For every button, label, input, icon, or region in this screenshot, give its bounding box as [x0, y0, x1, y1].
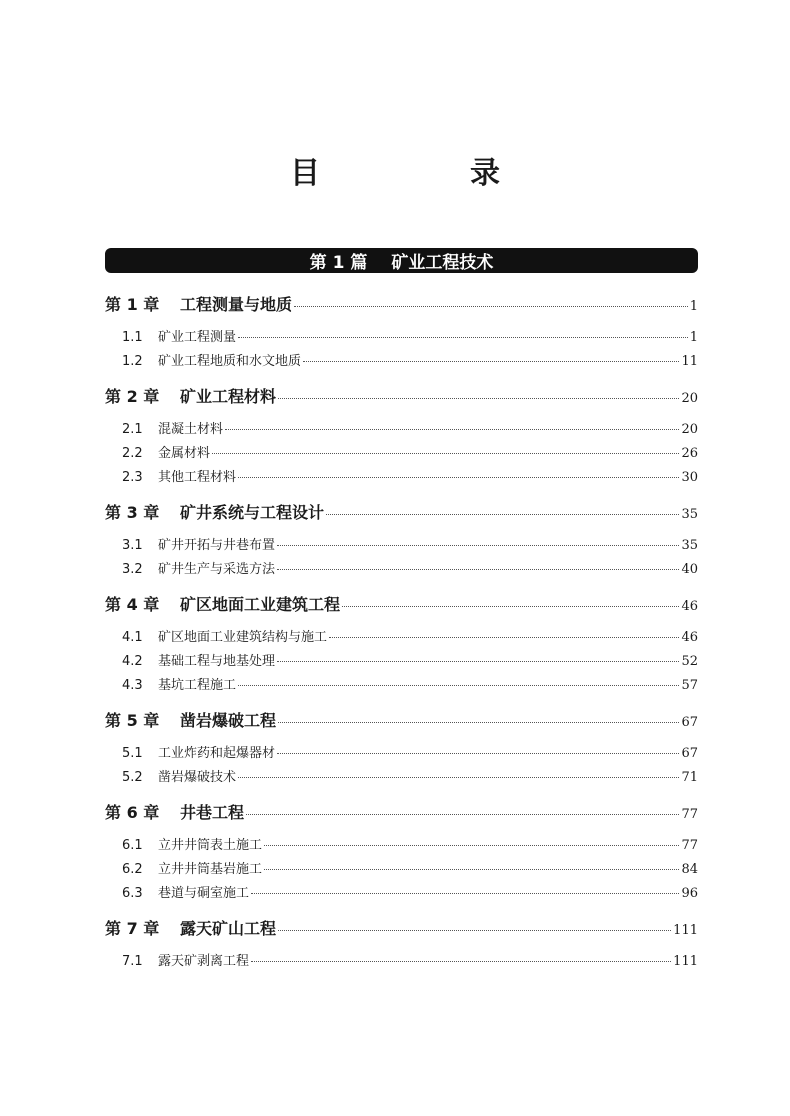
section-page-number: 11 — [681, 354, 698, 369]
section-title: 矿业工程地质和水文地质 — [158, 354, 302, 369]
section-number: 2.3 — [122, 470, 143, 485]
dot-leader — [294, 305, 688, 307]
dot-leader — [251, 960, 671, 962]
part-title: 矿业工程技术 — [391, 253, 494, 273]
section-page-number: 46 — [681, 630, 698, 645]
dot-leader — [212, 452, 679, 454]
section-number: 4.3 — [122, 678, 143, 693]
section-number: 4.2 — [122, 654, 143, 669]
chapter-number: 第 6 章 — [105, 803, 160, 822]
dot-leader — [278, 721, 679, 723]
part-number: 第 1 篇 — [309, 253, 368, 273]
chapter-number: 第 5 章 — [105, 711, 160, 730]
section-title: 凿岩爆破技术 — [158, 770, 237, 785]
dot-leader — [277, 752, 679, 754]
section-title: 混凝土材料 — [158, 422, 224, 437]
section-number: 2.2 — [122, 446, 143, 461]
section-number: 3.1 — [122, 538, 143, 553]
dot-leader — [326, 513, 679, 515]
section-page-number: 20 — [681, 422, 698, 437]
toc-section-row[interactable] — [105, 950, 698, 974]
section-number: 6.1 — [122, 838, 143, 853]
section-page-number: 67 — [681, 746, 698, 761]
dot-leader — [251, 892, 679, 894]
dot-leader — [277, 568, 679, 570]
section-page-number: 35 — [681, 538, 698, 553]
chapter-title: 矿井系统与工程设计 — [180, 503, 325, 522]
section-title: 矿井开拓与井巷布置 — [158, 538, 276, 553]
toc-section-row[interactable] — [105, 626, 698, 650]
toc-section-row[interactable] — [105, 882, 698, 906]
section-number: 2.1 — [122, 422, 143, 437]
section-page-number: 96 — [681, 886, 698, 901]
dot-leader — [225, 428, 679, 430]
chapter-number: 第 4 章 — [105, 595, 160, 614]
section-number: 5.1 — [122, 746, 143, 761]
section-page-number: 71 — [681, 770, 698, 785]
toc-section-row[interactable] — [105, 466, 698, 490]
section-number: 7.1 — [122, 954, 143, 969]
toc-section-row[interactable] — [105, 442, 698, 466]
section-number: 6.3 — [122, 886, 143, 901]
table-of-contents — [105, 292, 698, 974]
dot-leader — [264, 844, 679, 846]
dot-leader — [238, 776, 679, 778]
toc-chapter-row[interactable] — [105, 384, 698, 414]
section-page-number: 30 — [681, 470, 698, 485]
dot-leader — [342, 605, 679, 607]
dot-leader — [278, 929, 671, 931]
toc-section-row[interactable] — [105, 350, 698, 374]
dot-leader — [303, 360, 679, 362]
chapter-title: 矿区地面工业建筑工程 — [180, 595, 341, 614]
section-title: 立井井筒基岩施工 — [158, 862, 263, 877]
section-number: 5.2 — [122, 770, 143, 785]
section-title: 基坑工程施工 — [158, 678, 237, 693]
dot-leader — [264, 868, 679, 870]
toc-section-row[interactable] — [105, 418, 698, 442]
dot-leader — [238, 476, 679, 478]
chapter-page-number: 1 — [689, 299, 698, 314]
dot-leader — [278, 397, 679, 399]
toc-chapter-row[interactable] — [105, 592, 698, 622]
section-title: 立井井筒表土施工 — [158, 838, 263, 853]
toc-chapter-row[interactable] — [105, 916, 698, 946]
dot-leader — [277, 660, 679, 662]
toc-section-row[interactable] — [105, 766, 698, 790]
chapter-page-number: 46 — [681, 599, 698, 614]
section-page-number: 77 — [681, 838, 698, 853]
toc-section-row[interactable] — [105, 674, 698, 698]
chapter-page-number: 67 — [681, 715, 698, 730]
chapter-title: 井巷工程 — [180, 803, 245, 822]
chapter-page-number: 20 — [681, 391, 698, 406]
section-page-number: 40 — [681, 562, 698, 577]
chapter-number: 第 1 章 — [105, 295, 160, 314]
dot-leader — [246, 813, 679, 815]
dot-leader — [238, 336, 688, 338]
section-title: 矿业工程测量 — [158, 330, 237, 345]
section-page-number: 26 — [681, 446, 698, 461]
section-page-number: 111 — [673, 954, 698, 969]
toc-chapter-row[interactable] — [105, 500, 698, 530]
chapter-number: 第 7 章 — [105, 919, 160, 938]
chapter-title: 凿岩爆破工程 — [180, 711, 277, 730]
section-number: 4.1 — [122, 630, 143, 645]
toc-section-row[interactable] — [105, 558, 698, 582]
chapter-title: 工程测量与地质 — [180, 295, 293, 314]
section-title: 其他工程材料 — [158, 470, 237, 485]
chapter-page-number: 35 — [681, 507, 698, 522]
section-number: 1.2 — [122, 354, 143, 369]
section-title: 巷道与硐室施工 — [158, 886, 250, 901]
section-title: 金属材料 — [158, 446, 211, 461]
chapter-title: 矿业工程材料 — [180, 387, 277, 406]
toc-section-row[interactable] — [105, 650, 698, 674]
section-number: 1.1 — [122, 330, 143, 345]
section-title: 基础工程与地基处理 — [158, 654, 276, 669]
section-title: 露天矿剥离工程 — [158, 954, 250, 969]
section-number: 3.2 — [122, 562, 143, 577]
chapter-page-number: 111 — [673, 923, 698, 938]
toc-section-row[interactable] — [105, 534, 698, 558]
section-title: 矿井生产与采选方法 — [158, 562, 276, 577]
chapter-title: 露天矿山工程 — [180, 919, 277, 938]
dot-leader — [329, 636, 679, 638]
section-page-number: 1 — [689, 330, 698, 345]
section-number: 6.2 — [122, 862, 143, 877]
toc-section-row[interactable] — [105, 326, 698, 350]
toc-section-row[interactable] — [105, 834, 698, 858]
part-banner — [105, 248, 698, 273]
chapter-page-number: 77 — [681, 807, 698, 822]
dot-leader — [238, 684, 679, 686]
chapter-number: 第 3 章 — [105, 503, 160, 522]
toc-chapter-row[interactable] — [105, 800, 698, 830]
page-title: 目 录 — [290, 156, 560, 191]
chapter-number: 第 2 章 — [105, 387, 160, 406]
section-title: 工业炸药和起爆器材 — [158, 746, 276, 761]
section-title: 矿区地面工业建筑结构与施工 — [158, 630, 328, 645]
section-page-number: 57 — [681, 678, 698, 693]
toc-section-row[interactable] — [105, 858, 698, 882]
dot-leader — [277, 544, 679, 546]
toc-chapter-row[interactable] — [105, 292, 698, 322]
section-page-number: 84 — [681, 862, 698, 877]
section-page-number: 52 — [681, 654, 698, 669]
toc-chapter-row[interactable] — [105, 708, 698, 738]
toc-section-row[interactable] — [105, 742, 698, 766]
